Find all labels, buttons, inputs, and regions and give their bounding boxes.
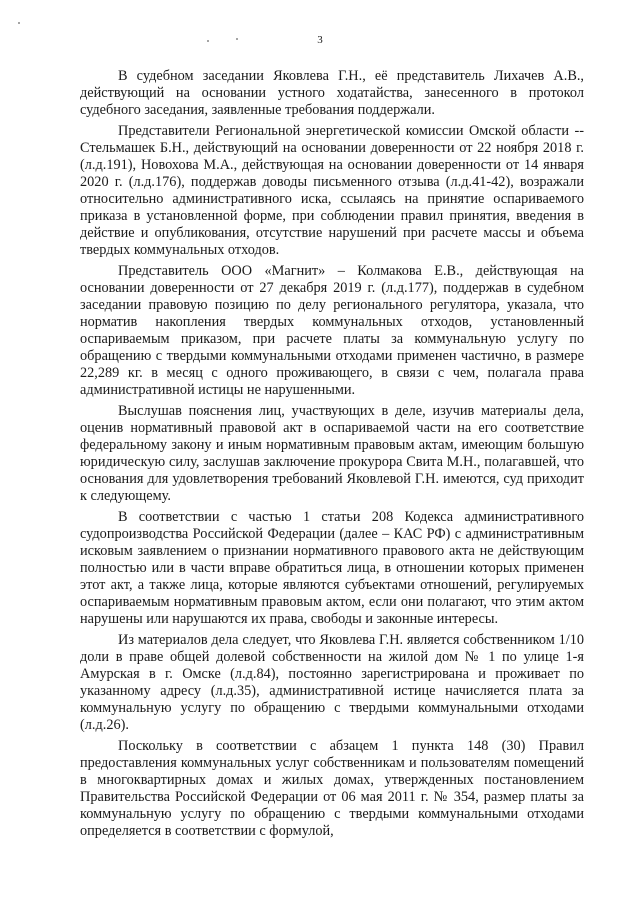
page-number: 3 <box>317 34 323 46</box>
scan-speck <box>18 22 20 24</box>
paragraph: В судебном заседании Яковлева Г.Н., её представитель Лихачев А.В., действующий на основании устного ходатайства, занесенного в протокол судебного заседания, заявленные требования поддержали. <box>80 68 584 118</box>
paragraph: Представители Региональной энергетической комиссии Омской области -- Стельмашек Б.Н., действующий на основании доверенности от 22 ноября 2018 г. (л.д.191), Новохова М.А., действующая на основании доверенности от 14 января 2020 г. (л.д.176), поддержав доводы письменного отзыва (л.д.41-42), возражали относительно административного иска, ссылаясь на принятие оспариваемого приказа в установленной форме, при соблюдении правил принятия, введения в действие и опубликования, отсутствие нарушений при расчете массы и объема твердых коммунальных отходов. <box>80 123 584 258</box>
paragraph: Из материалов дела следует, что Яковлева Г.Н. является собственником 1/10 доли в праве общей долевой собственности на жилой дом № 1 по улице 1-я Амурская в г. Омске (л.д.84), постоянно зарегистрирована и проживает по указанному адресу (л.д.35), административной истице начисляется плата за коммунальную услугу по обращению с твердыми коммунальными отходами (л.д.26). <box>80 632 584 733</box>
paragraph: Представитель ООО «Магнит» – Колмакова Е.В., действующая на основании доверенности от 27 декабря 2019 г. (л.д.177), поддержав в судебном заседании правовую позицию по делу регионального регулятора, указала, что норматив накопления твердых коммунальных отходов, установленный оспариваемым приказом, при расчете платы за коммунальную услугу по обращению с твердыми коммунальными отходами применен частично, в размере 22,289 кг. в месяц с одного проживающего, в связи с чем, полагала права административной истицы не нарушенными. <box>80 263 584 398</box>
paragraph: В соответствии с частью 1 статьи 208 Кодекса административного судопроизводства Российской Федерации (далее – КАС РФ) с административным исковым заявлением о признании нормативного правового акта не действующим полностью или в части вправе обратиться лица, в отношении которых применен этот акт, а также лица, которые являются субъектами отношений, регулируемых оспариваемым нормативным правовым актом, если они полагают, что этим актом нарушены или нарушаются их права, свободы и законные интересы. <box>80 509 584 627</box>
paragraph: Поскольку в соответствии с абзацем 1 пункта 148 (30) Правил предоставления коммунальных услуг собственникам и пользователям помещений в многоквартирных домах и жилых домах, утвержденных постановлением Правительства Российской Федерации от 06 мая 2011 г. № 354, размер платы за коммунальную услугу по обращению с твердыми коммунальными отходами определяется в соответствии с формулой, <box>80 738 584 839</box>
paragraph: Выслушав пояснения лиц, участвующих в деле, изучив материалы дела, оценив нормативный правовой акт в оспариваемой части на его соответствие федеральному закону и иным нормативным правовым актам, имеющим большую юридическую силу, заслушав заключение прокурора Свита М.Н., полагавшей, что основания для удовлетворения требований Яковлевой Г.Н. имеются, суд приходит к следующему. <box>80 403 584 504</box>
document-body <box>80 68 584 844</box>
